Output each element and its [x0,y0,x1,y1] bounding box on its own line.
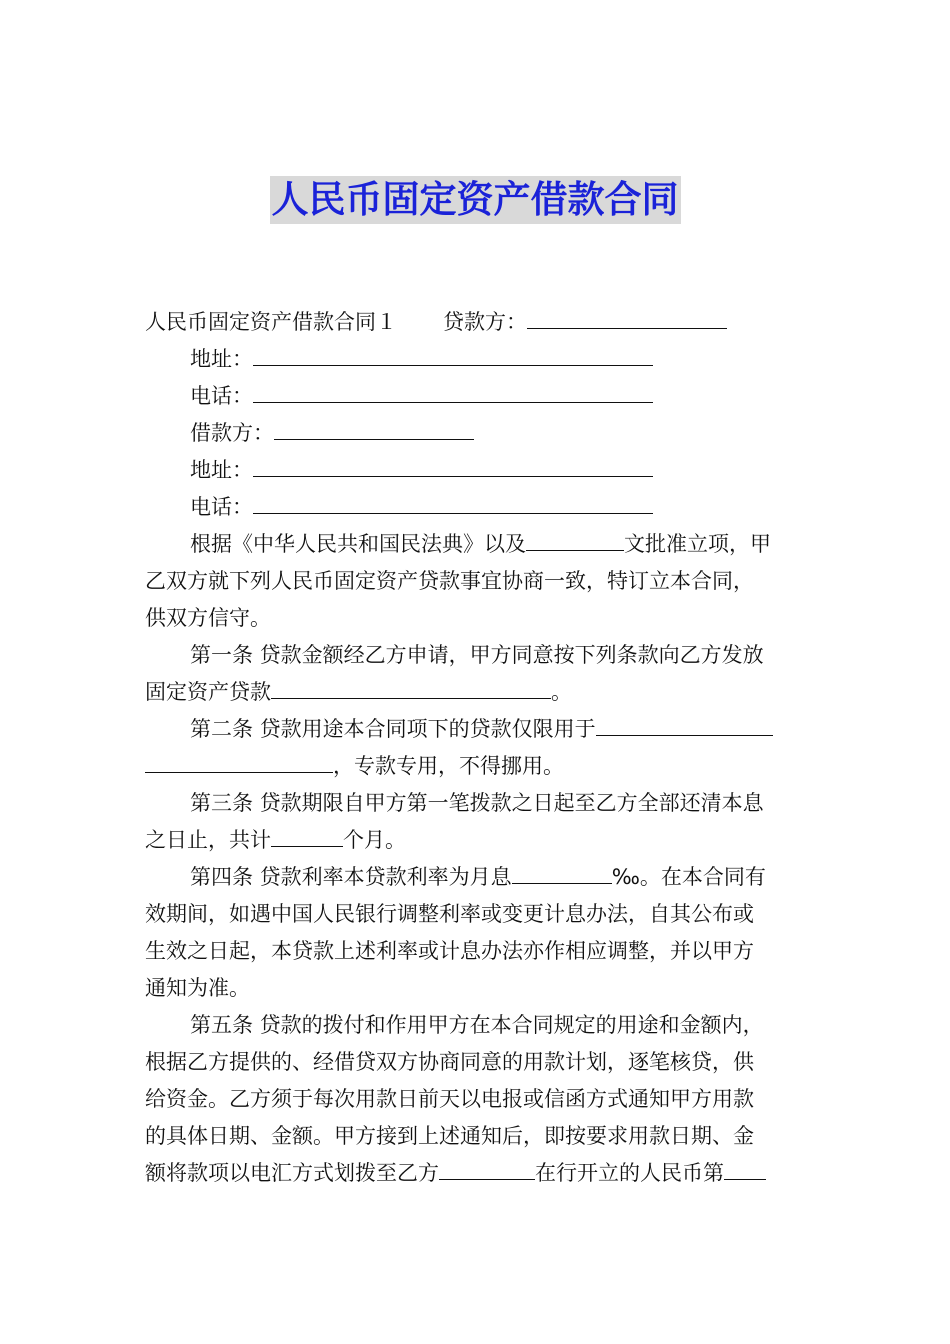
article-2-line-1 [145,711,805,748]
borrower-phone-blank [253,489,653,514]
lender-label: 贷款方： [443,310,527,334]
article-3-text-b: 个月。 [343,828,406,852]
intro-line-3: 供双方信守。 [145,606,271,630]
article-1-text-b: 。 [551,680,572,704]
lender-phone-line [145,378,805,415]
article-5-text-b: 在行开立的人民币第 [535,1161,724,1185]
borrower-blank [274,415,474,440]
article-2-text-a: 第二条 贷款用途本合同项下的贷款仅限用于 [190,717,596,741]
account-number-blank [724,1155,766,1180]
document-title: 人民币固定资产借款合同 [270,176,681,224]
intro-line-2: 乙双方就下列人民币固定资产贷款事宜协商一致，特订立本合同， [145,569,754,593]
article-5-line-2: 根据乙方提供的、经借贷双方协商同意的用款计划，逐笔核贷，供 [145,1050,754,1074]
article-5-text-a: 额将款项以电汇方式划拨至乙方 [145,1161,439,1185]
article-1-line-2 [145,674,805,711]
article-2-text-b: ，专款专用，不得挪用。 [333,754,564,778]
article-4-line-4: 通知为准。 [145,976,250,1000]
title-container [0,176,950,224]
article-4-line-3: 生效之日起，本贷款上述利率或计息办法亦作相应调整，并以甲方 [145,939,754,963]
article-4-text-b: ‰。在本合同有 [611,865,766,889]
article-3-line-1: 第三条 贷款期限自甲方第一笔拨款之日起至乙方全部还清本息 [190,791,764,815]
lender-address-blank [253,341,653,366]
borrower-phone-label: 电话： [190,495,253,519]
borrower-address-line [145,452,805,489]
article-4-line-2: 效期间，如遇中国人民银行调整利率或变更计息办法，自其公布或 [145,902,754,926]
intro-text-b: 文批准立项，甲 [624,532,771,556]
document-body [145,304,805,1192]
article-4-line-1 [145,859,805,896]
loan-months-blank [271,822,343,847]
loan-purpose-blank-1 [596,711,773,736]
intro-text-a: 根据《中华人民共和国民法典》以及 [190,532,526,556]
lender-address-label: 地址： [190,347,253,371]
intro-line-1 [145,526,805,563]
article-5-line-1: 第五条 贷款的拨付和作用甲方在本合同规定的用途和金额内， [190,1013,764,1037]
loan-purpose-blank-2 [145,748,333,773]
lender-phone-blank [253,378,653,403]
article-3-line-2 [145,822,805,859]
article-5-line-4: 的具体日期、金额。甲方接到上述通知后，即按要求用款日期、金 [145,1124,754,1148]
article-4-text-a: 第四条 贷款利率本贷款利率为月息 [190,865,512,889]
header-contract-name: 人民币固定资产借款合同１ [145,310,397,334]
approval-doc-blank [526,526,624,551]
lender-phone-label: 电话： [190,384,253,408]
bank-name-blank [439,1155,535,1180]
borrower-address-label: 地址： [190,458,253,482]
article-3-text-a: 之日止，共计 [145,828,271,852]
article-1-line-1: 第一条 贷款金额经乙方申请，甲方同意按下列条款向乙方发放 [190,643,764,667]
loan-amount-blank [271,674,551,699]
lender-blank [527,304,727,329]
interest-rate-blank [512,859,612,884]
article-2-line-2 [145,748,805,785]
borrower-label: 借款方： [190,421,274,445]
header-line [145,304,805,341]
article-5-line-5 [145,1155,805,1192]
borrower-address-blank [253,452,653,477]
borrower-phone-line [145,489,805,526]
lender-address-line [145,341,805,378]
article-5-line-3: 给资金。乙方须于每次用款日前天以电报或信函方式通知甲方用款 [145,1087,754,1111]
article-1-text-a: 固定资产贷款 [145,680,271,704]
borrower-line [145,415,805,452]
